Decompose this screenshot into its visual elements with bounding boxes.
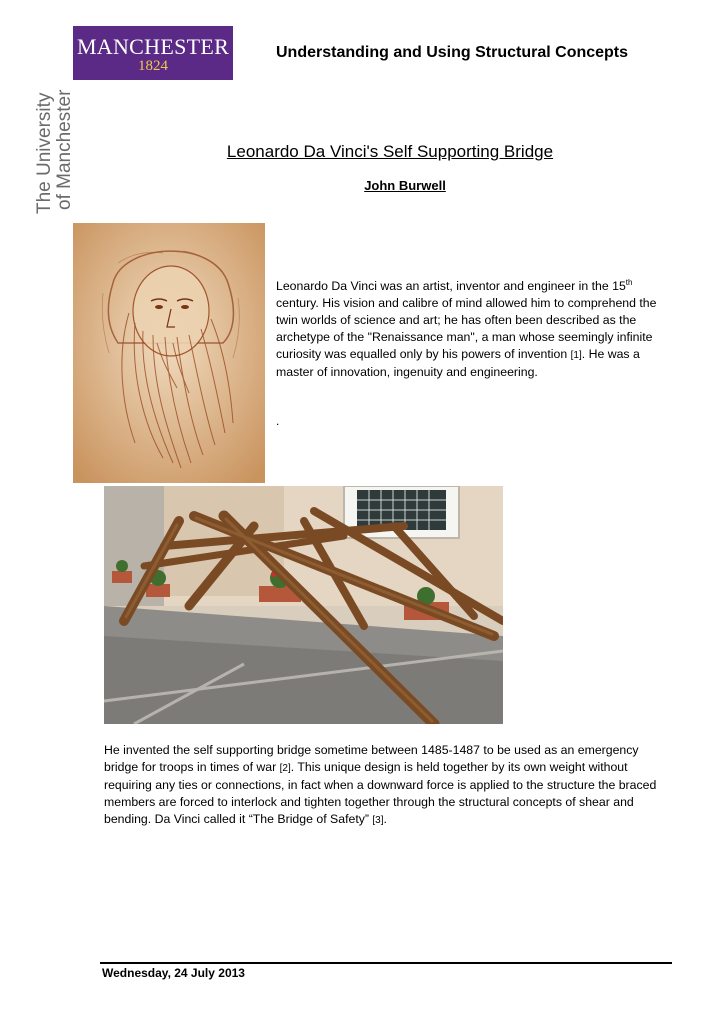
citation-ref: [1]	[570, 350, 582, 361]
citation-ref: [3]	[372, 815, 384, 826]
article-title: Leonardo Da Vinci's Self Supporting Bridge	[226, 142, 554, 161]
university-name-vertical	[30, 80, 76, 215]
portrait-image	[73, 223, 265, 483]
university-logo	[73, 26, 233, 80]
bridge-photo	[104, 486, 503, 724]
body-paragraph	[104, 742, 674, 829]
article-author: John Burwell	[364, 178, 446, 193]
logo-wordmark: MANCHESTER	[76, 34, 230, 59]
university-name-line2: of Manchester	[54, 89, 75, 210]
intro-paragraph	[276, 278, 676, 381]
stray-period: .	[276, 414, 280, 428]
body-text-continued: . This unique design is held together by its own weight without requiring any ties or connections, in fact when a downward force is applied to the structure the braced members are forced to interlock and tighten together through the structural concepts of shear and bending. Da Vinci called it “The Bridge of Safety”	[104, 760, 657, 826]
intro-text: Leonardo Da Vinci was an artist, inventor and engineer in the 15	[276, 279, 626, 293]
intro-text-continued: century. His vision and calibre of mind allowed him to comprehend the twin worlds of science and art; he has often been described as the archetype of the "Renaissance man", a man whose seemingly infinite curiosity was equalled only by his powers of invention	[276, 296, 657, 361]
footer-date: Wednesday, 24 July 2013	[102, 966, 245, 980]
document-header: Understanding and Using Structural Concepts	[276, 44, 629, 61]
citation-ref: [2]	[279, 763, 291, 774]
intro-text-end: . He was a master of innovation, ingenuity and engineering.	[276, 347, 640, 379]
body-text-end: .	[383, 812, 387, 826]
footer-divider	[100, 962, 672, 964]
university-name-line1: The University	[34, 92, 55, 214]
body-text: He invented the self supporting bridge sometime between 1485-1487 to be used as an emergency bridge for troops in times of war	[104, 743, 639, 774]
logo-year: 1824	[138, 58, 168, 74]
intro-superscript: th	[625, 277, 633, 287]
